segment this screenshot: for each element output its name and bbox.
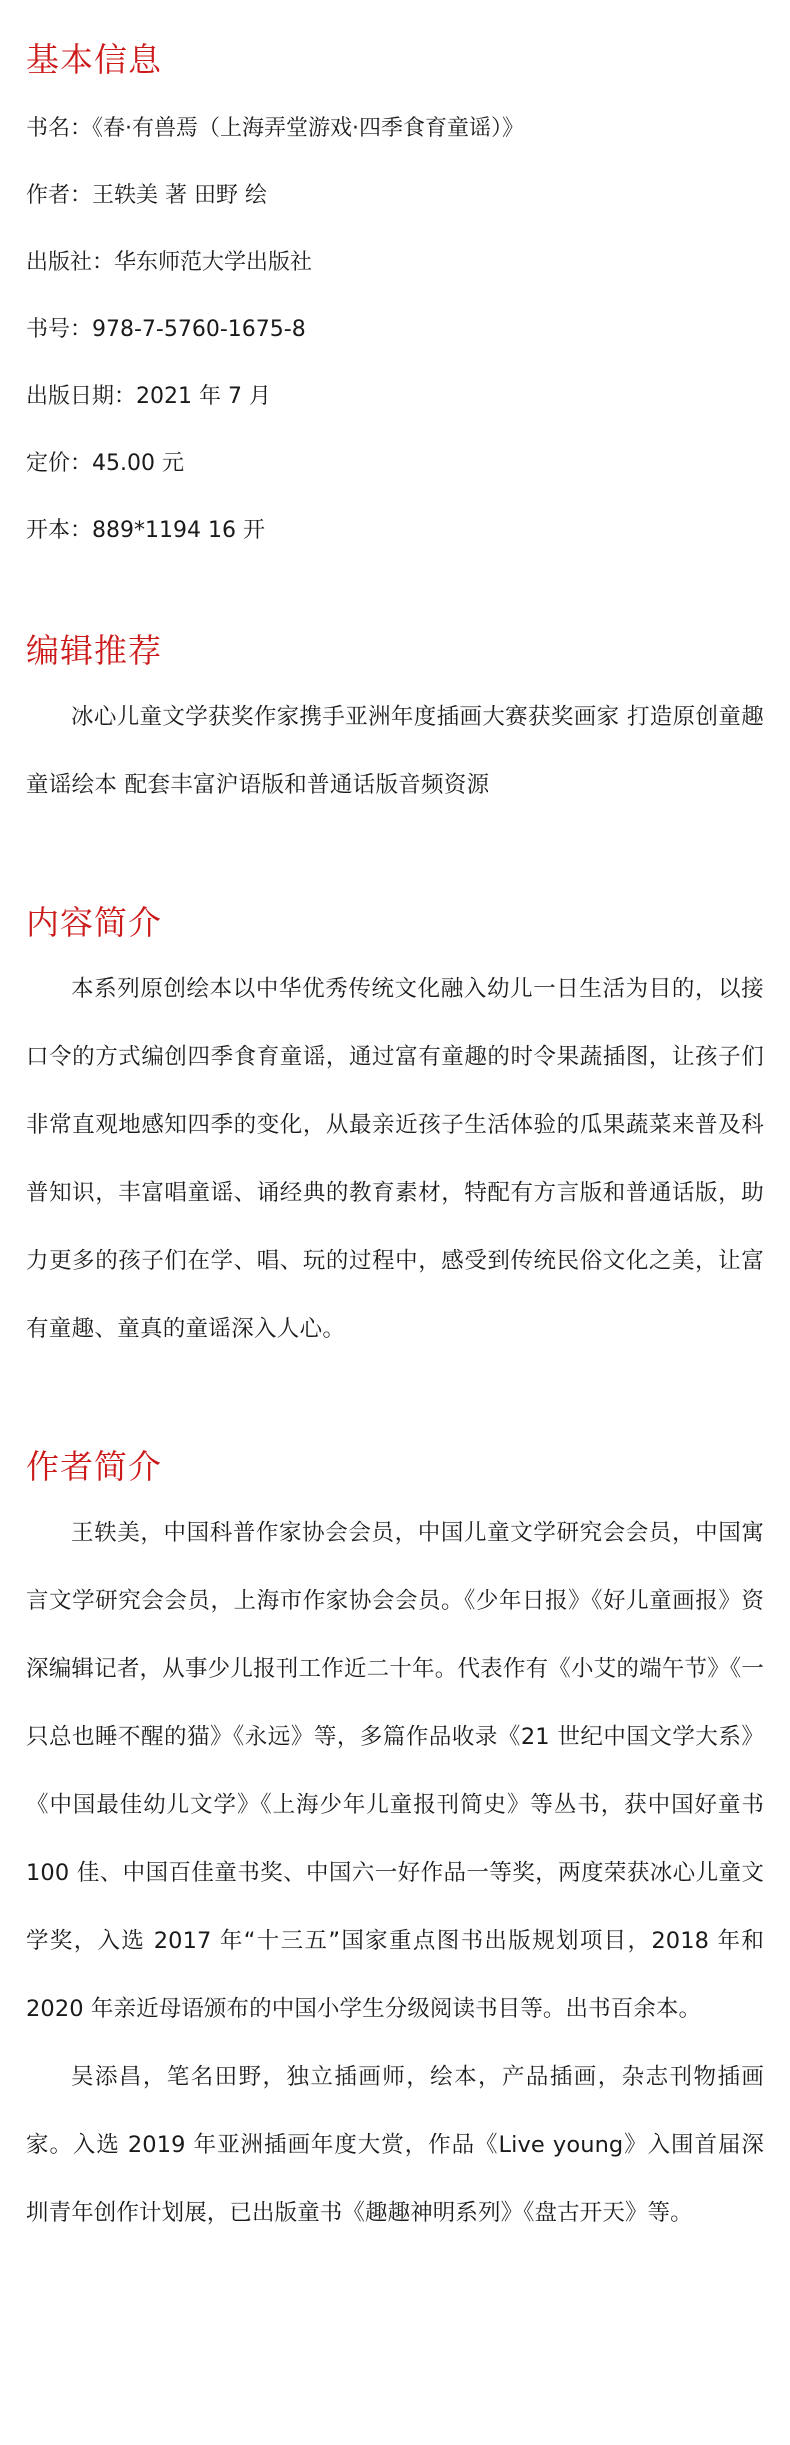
editor-recommendation-section xyxy=(26,631,764,819)
format-line: 开本：889*1194 16 开 xyxy=(26,518,265,543)
author-intro-section xyxy=(26,1447,764,2247)
price-line: 定价：45.00 元 xyxy=(26,451,184,476)
author-bio-paragraph: 王轶美，中国科普作家协会会员，中国儿童文学研究会会员，中国寓言文学研究会会员，上海市作家协会会员。《少年日报》《好儿童画报》资深编辑记者，从事少儿报刊工作近二十年。代表作有《小艾的端午节》《一只总也睡不醒的猫》《永远》等，多篇作品收录《21 世纪中国文学大系》《中国最佳幼儿文学》《上海少年儿童报刊简史》等丛书，获中国好童书 100 佳、中国百佳童书奖、中国六一好作品一等奖，两度荣获冰心儿童文学奖，入选 2017 年“十三五”国家重点图书出版规划项目，2018 年和 2020 年亲近母语颁布的中国小学生分级阅读书目等。出书百余本。 xyxy=(26,1520,764,2022)
illustrator-bio-paragraph: 吴添昌，笔名田野，独立插画师，绘本，产品插画，杂志刊物插画家。入选 2019 年亚洲插画年度大赏，作品《Live young》入围首届深圳青年创作计划展，已出版童书《趣趣神明系列》《盘古开天》等。 xyxy=(26,2064,764,2226)
editor-recommendation-heading: 编辑推荐 xyxy=(26,631,162,670)
content-summary-section xyxy=(26,903,764,1363)
publisher-line: 出版社：华东师范大学出版社 xyxy=(26,250,313,275)
book-title-line: 书名：《春·有兽焉（上海弄堂游戏·四季食育童谣）》 xyxy=(26,116,524,141)
author-intro-heading: 作者简介 xyxy=(26,1447,162,1486)
publish-date-line: 出版日期：2021 年 7 月 xyxy=(26,384,271,409)
author-line: 作者：王轶美 著 田野 绘 xyxy=(26,183,267,208)
content-summary-paragraph: 本系列原创绘本以中华优秀传统文化融入幼儿一日生活为目的，以接口令的方式编创四季食育童谣，通过富有童趣的时令果蔬插图，让孩子们非常直观地感知四季的变化，从最亲近孩子生活体验的瓜果蔬菜来普及科普知识，丰富唱童谣、诵经典的教育素材，特配有方言版和普通话版，助力更多的孩子们在学、唱、玩的过程中，感受到传统民俗文化之美，让富有童趣、童真的童谣深入人心。 xyxy=(26,976,764,1342)
editor-recommendation-paragraph: 冰心儿童文学获奖作家携手亚洲年度插画大赛获奖画家 打造原创童趣童谣绘本 配套丰富沪语版和普通话版音频资源 xyxy=(26,704,764,798)
basic-info-heading: 基本信息 xyxy=(26,40,162,79)
isbn-line: 书号：978-7-5760-1675-8 xyxy=(26,317,306,342)
content-summary-heading: 内容简介 xyxy=(26,903,162,942)
basic-info-section xyxy=(26,0,764,583)
